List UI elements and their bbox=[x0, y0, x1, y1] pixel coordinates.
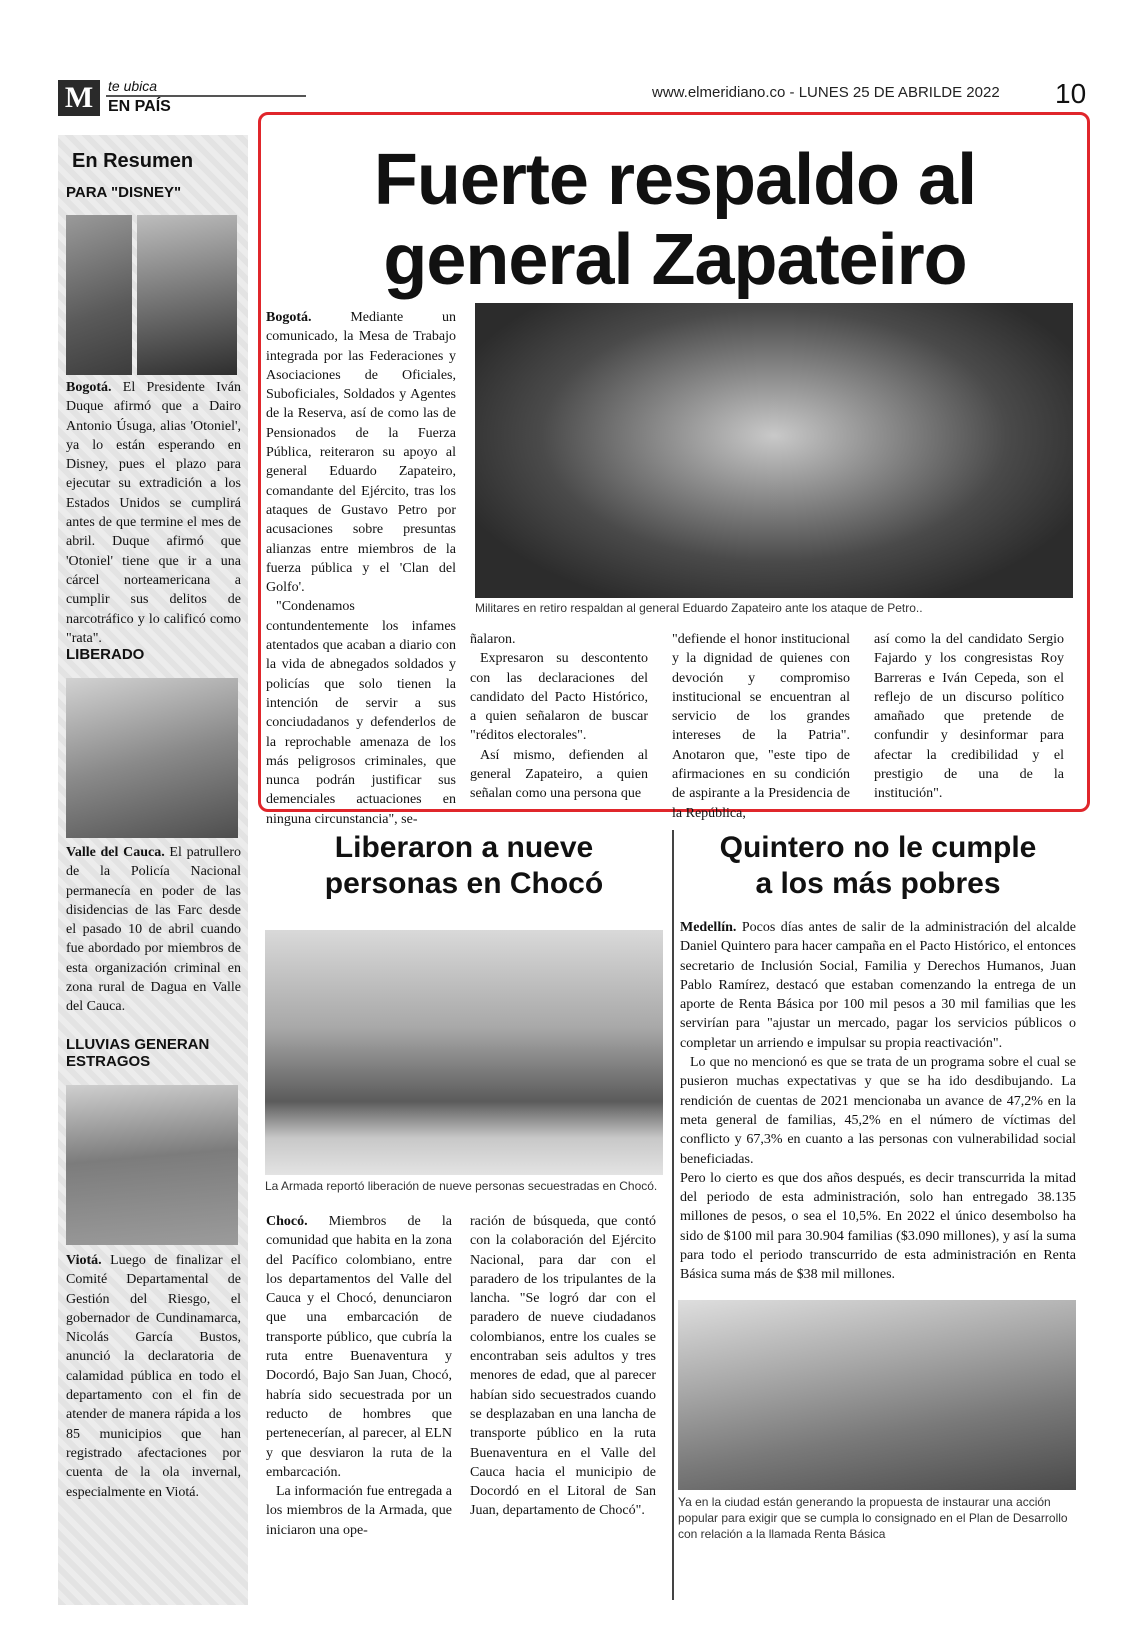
section-name: EN PAÍS bbox=[108, 98, 171, 115]
sidebar-item-text bbox=[66, 843, 241, 1017]
otoniel-photo bbox=[66, 215, 132, 375]
sidebar-item-heading: PARA "DISNEY" bbox=[66, 184, 182, 201]
main-story-col2 bbox=[470, 630, 648, 804]
sidebar-item-lead: Bogotá. bbox=[66, 380, 112, 395]
page-number: 10 bbox=[1055, 78, 1087, 109]
choco-photo-caption: La Armada reportó liberación de nueve personas secuestradas en Chocó. bbox=[265, 1179, 658, 1193]
quintero-text: Pero lo cierto es que dos años después, es decir transcurrida la mitad del periodo de esta administración, solo han entregado 38.135 millones de pesos, o sea el 10,5%. En 2022 el único desembolso ha sido de $100 mil para 30.904 familias ($3.090 millones), y así la suma para todo el periodo transcurrido de esta administración en Renta Básica suma más de $38 mil millones. bbox=[680, 1170, 1076, 1283]
sidebar-item-text bbox=[66, 1251, 241, 1502]
sidebar-item-text bbox=[66, 378, 241, 648]
column-divider bbox=[672, 830, 674, 1600]
sidebar-item-body: El patrullero de la Policía Nacional permanecía en poder de las disidencias de las Farc desde el pasado 10 de abril cuando fue abordado por miembros de esta organización criminal en zona rural de Dagua en Valle del Cauca. bbox=[66, 845, 241, 1015]
landslide-photo bbox=[66, 1085, 238, 1245]
sidebar-item-heading: LLUVIAS GENERAN ESTRAGOS bbox=[66, 1036, 210, 1070]
main-story-col4: así como la del candidato Sergio Fajardo y los congresistas Roy Barreras e Iván Cepeda, son el reflejo de un discurso político amañado que pretende de confundir y desinformar para afectar la credibilidad y el prestigio de una de la institución". bbox=[874, 632, 1064, 802]
sidebar-title: En Resumen bbox=[72, 150, 194, 172]
main-story-col3: "defiende el honor institucional y la dignidad de quienes con devoción y compromiso institucional se encuentran al servicio de los grandes intereses de la Patria". Anotaron que, "este tipo de afirmaciones en su condición de aspirante a la Presidencia de la República, bbox=[672, 632, 850, 821]
choco-text: Miembros de la comunidad que habita en la zona del Pacífico colombiano, entre los departamentos del Valle del Cauca y el Chocó, denunciaron que una embarcación de transporte público, que cubría la ruta entre Buenaventura y Docordó, Bajo San Juan, Chocó, habría sido secuestrada por un reducto de hombres que pertenecerían, al parecer, al ELN y que desviaron la ruta de la embarcación. bbox=[266, 1214, 452, 1480]
sidebar-item-lead: Valle del Cauca. bbox=[66, 845, 165, 860]
liberated-officer-photo bbox=[66, 678, 238, 838]
dateline: www.elmeridiano.co - LUNES 25 DE ABRILDE 2022 bbox=[652, 84, 1000, 101]
choco-headline-line2: personas en Chocó bbox=[324, 867, 604, 900]
main-headline-line1: Fuerte respaldo al bbox=[373, 140, 977, 220]
renta-basica-crowd-photo bbox=[678, 1300, 1076, 1490]
main-photo-caption: Militares en retiro respaldan al general Eduardo Zapateiro ante los ataque de Petro.. bbox=[475, 601, 923, 615]
choco-lead: Chocó. bbox=[266, 1214, 308, 1229]
choco-text: La información fue entregada a los miembros de la Armada, que iniciaron una ope- bbox=[266, 1484, 452, 1538]
sidebar-item-body: Luego de finalizar el Comité Departamental de Gestión del Riesgo, el gobernador de Cundinamarca, Nicolás García Bustos, anunció la declaratoria de calamidad pública en todo el departamento con el fin de atender de manera rápida a los 85 municipios que han registrado afectaciones por cuenta de la ola invernal, especialmente en Viotá. bbox=[66, 1253, 241, 1500]
rescued-boat-photo bbox=[265, 930, 663, 1175]
newspaper-logo: M bbox=[58, 80, 100, 116]
main-story-text: Mediante un comunicado, la Mesa de Trabajo integrada por las Federaciones y Asociaciones de Oficiales, Suboficiales, Soldados y Agentes de la Reserva, así de como las de Pensionados de la Fuerza Pública, reiteraron su apoyo al general Eduardo Zapateiro, comandante del Ejército, tras los ataques de Gustavo Petro por acusaciones sobre presuntas alianzas entre miembros de la fuerza pública y el 'Clan del Golfo'. bbox=[266, 310, 456, 596]
main-story-lead: Bogotá. bbox=[266, 310, 312, 325]
choco-col2: ración de búsqueda, que contó con la colaboración del Ejército Nacional, para dar con el paradero de los tripulantes de la lancha. "Se logró dar con el paradero de nueve ciudadanos colombianos, entre los cuales se encontraban seis adultos y tres menores de edad, que al parecer habían sido secuestrados cuando se desplazaban en una lancha de transporte público en la ruta Buenaventura en el Valle del Cauca hacia el municipio de Docordó en el Litoral de San Juan, departamento de Chocó". bbox=[470, 1214, 656, 1519]
quintero-headline-line2: a los más pobres bbox=[755, 867, 1001, 900]
main-story-text: Expresaron su descontento con las declaraciones del candidato del Pacto Histórico, a quien señalaron de buscar "réditos electorales". bbox=[470, 651, 648, 744]
main-story-text: Así mismo, defienden al general Zapateiro, a quien señalan como una persona que bbox=[470, 747, 648, 802]
quintero-text: Pocos días antes de salir de la administración del alcalde Daniel Quintero para hacer campaña en el Pacto Histórico, el entonces secretario de Inclusión Social, Familia y Derechos Humanos, Juan Pablo Ramírez, destacó que estaban comenzando la entrega de un aporte de Renta Básica por 100 mil pesos a 30 mil familias que les servirían para "ajustar un mercado, pagar los servicios públicos o completar un arriendo e impulsar su propia reactivación". bbox=[680, 920, 1077, 1051]
main-story-col1 bbox=[266, 308, 456, 829]
sidebar-item-body: El Presidente Iván Duque afirmó que a Dairo Antonio Úsuga, alias 'Otoniel', ya lo están esperando en Disney, pues el plazo para ejecutar su extradición a los Estados Unidos se cumplirá antes de que termine el mes de abril. Duque afirmó que 'Otoniel' tiene que ir a una cárcel norteamericana a cumplir sus delitos de narcotráfico y lo calificó como "rata". bbox=[66, 380, 242, 646]
quintero-headline bbox=[678, 830, 1078, 902]
choco-headline-line1: Liberaron a nueve bbox=[334, 831, 594, 864]
zapateiro-photo bbox=[475, 303, 1073, 598]
quintero-text: Lo que no mencionó es que se trata de un programa sobre el cual se pusieron muchas expectativas y que se ha ido desdibujando. La rendición de cuentas de 2021 mencionaba un avance de 47,2% en la meta general de familias, 45,2% en el número de víctimas del conflicto y 67,3% en cuanto a las personas con vulnerabilidad social beneficiadas. bbox=[680, 1055, 1076, 1167]
quintero-photo-caption: Ya en la ciudad están generando la propuesta de instaurar una acción popular para exigir que se cumpla lo consignado en el Plan de Desarrollo con relación a la llamada Renta Básica bbox=[678, 1495, 1068, 1541]
sidebar-item-heading: LIBERADO bbox=[66, 646, 145, 663]
duque-photo bbox=[137, 215, 237, 375]
sidebar-item-lead: Viotá. bbox=[66, 1253, 102, 1268]
main-headline bbox=[270, 140, 1080, 300]
quintero-body bbox=[680, 918, 1076, 1285]
header-rule bbox=[106, 95, 306, 97]
section-tagline: te ubica bbox=[108, 78, 158, 94]
choco-col1 bbox=[266, 1212, 452, 1540]
quintero-lead: Medellín. bbox=[680, 920, 737, 935]
main-headline-line2: general Zapateiro bbox=[383, 220, 967, 300]
main-story-text: "Condenamos contundentemente los infames atentados que acaban a diario con la vida de abnegados soldados y policías que solo tienen la intención de servir a sus conciudadanos y defenderlos de la reprochable amenaza de los más peligrosos criminales, que nunca podrán justificar sus demenciales actuaciones en ninguna circunstancia", se- bbox=[266, 599, 456, 827]
main-story-text: ñalaron. bbox=[470, 632, 516, 647]
choco-headline bbox=[262, 830, 666, 902]
quintero-headline-line1: Quintero no le cumple bbox=[719, 831, 1037, 864]
